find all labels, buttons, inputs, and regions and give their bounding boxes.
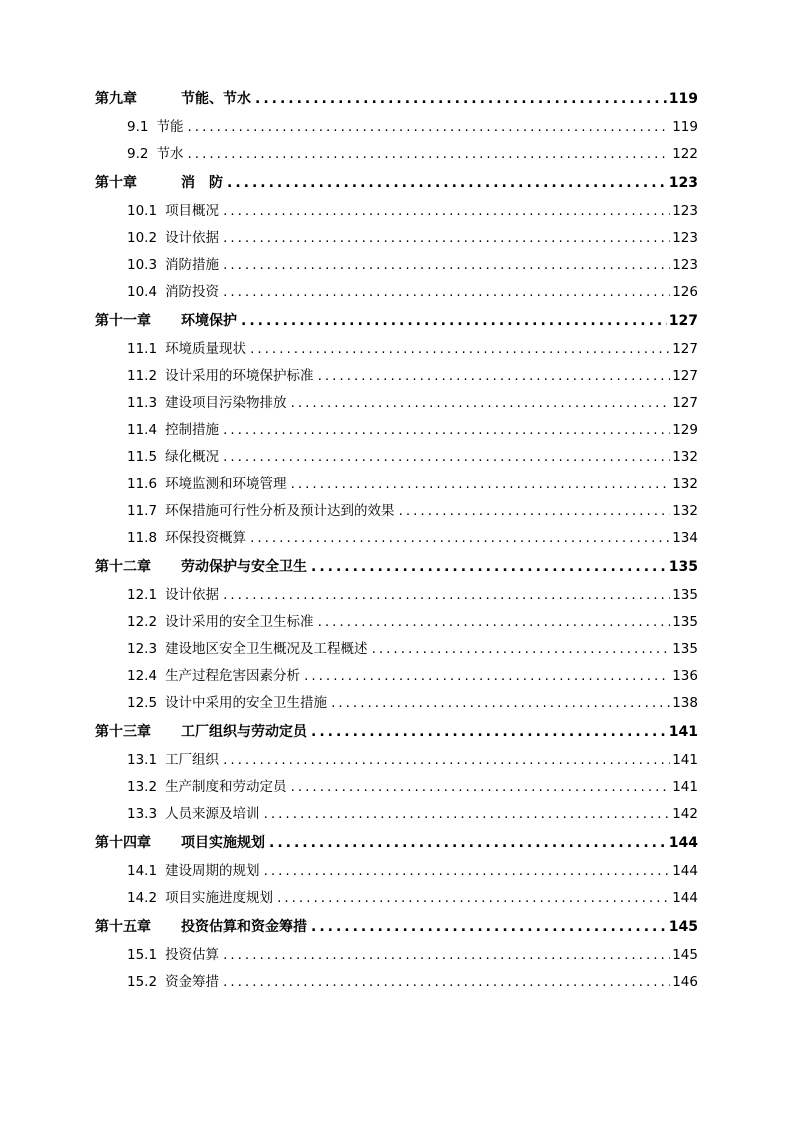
toc-dot-leader (223, 198, 670, 225)
toc-entry-title: 劳动保护与安全卫生 (181, 559, 307, 575)
toc-page-number: 127 (672, 341, 698, 357)
toc-section-entry[interactable] (95, 252, 698, 279)
toc-entry-number: 第十一章 (95, 313, 151, 329)
toc-section-entry[interactable] (95, 885, 698, 912)
toc-page-number: 141 (672, 779, 698, 795)
toc-dot-leader (250, 525, 670, 552)
toc-entry-number: 10.3 (127, 257, 158, 273)
toc-section-entry[interactable] (95, 363, 698, 390)
toc-section-entry[interactable] (95, 444, 698, 471)
toc-entry-title: 设计采用的环境保护标准 (165, 368, 314, 384)
toc-entry-number: 13.2 (127, 779, 158, 795)
toc-section-entry[interactable] (95, 471, 698, 498)
toc-dot-leader (223, 279, 670, 306)
toc-entry-title: 资金筹措 (165, 974, 220, 990)
toc-entry-title: 环保投资概算 (165, 530, 247, 546)
toc-dot-leader (223, 942, 670, 969)
toc-chapter-entry[interactable] (95, 552, 698, 582)
toc-section-entry[interactable] (95, 525, 698, 552)
toc-section-entry[interactable] (95, 141, 698, 168)
toc-entry-number: 13.3 (127, 806, 158, 822)
toc-page-number: 142 (672, 806, 698, 822)
toc-page-number: 145 (672, 947, 698, 963)
toc-dot-leader (223, 417, 670, 444)
toc-entry-number: 11.6 (127, 476, 158, 492)
toc-entry-title: 工厂组织与劳动定员 (181, 724, 307, 740)
toc-chapter-entry[interactable] (95, 84, 698, 114)
toc-entry-title: 设计依据 (165, 230, 220, 246)
toc-entry-title: 投资估算 (165, 947, 220, 963)
toc-page-number: 138 (672, 695, 698, 711)
toc-page-number: 129 (672, 422, 698, 438)
toc-chapter-entry[interactable] (95, 828, 698, 858)
toc-section-entry[interactable] (95, 636, 698, 663)
toc-entry-number: 第十五章 (95, 919, 151, 935)
toc-page-number: 144 (668, 835, 698, 851)
toc-entry-number: 13.1 (127, 752, 158, 768)
toc-entry-title: 环保措施可行性分析及预计达到的效果 (165, 503, 395, 519)
toc-entry-title: 设计依据 (165, 587, 220, 603)
toc-entry-title: 生产过程危害因素分析 (165, 668, 301, 684)
toc-page-number: 144 (672, 863, 698, 879)
toc-entry-number: 11.1 (127, 341, 158, 357)
toc-entry-number: 第十三章 (95, 724, 151, 740)
toc-dot-leader (264, 801, 671, 828)
toc-page-number: 144 (672, 890, 698, 906)
toc-dot-leader (318, 609, 671, 636)
toc-page-number: 132 (672, 503, 698, 519)
toc-page-number: 127 (672, 368, 698, 384)
toc-entry-title: 项目实施规划 (181, 835, 265, 851)
toc-page-number: 141 (672, 752, 698, 768)
toc-entry-title: 建设项目污染物排放 (165, 395, 287, 411)
toc-page-number: 134 (672, 530, 698, 546)
toc-dot-leader (291, 390, 671, 417)
toc-dot-leader (399, 498, 671, 525)
toc-dot-leader (223, 969, 670, 996)
toc-entry-number: 10.1 (127, 203, 158, 219)
toc-entry-title: 建设周期的规划 (165, 863, 260, 879)
toc-chapter-entry[interactable] (95, 717, 698, 747)
toc-section-entry[interactable] (95, 858, 698, 885)
toc-section-entry[interactable] (95, 663, 698, 690)
toc-dot-leader (331, 690, 670, 717)
toc-entry-number: 9.2 (127, 146, 149, 162)
toc-entry-title: 绿化概况 (165, 449, 220, 465)
toc-entry-title: 环境保护 (181, 313, 237, 329)
toc-page-number: 126 (672, 284, 698, 300)
toc-dot-leader (311, 717, 667, 747)
toc-entry-number: 12.1 (127, 587, 158, 603)
toc-section-entry[interactable] (95, 690, 698, 717)
toc-entry-title: 项目概况 (165, 203, 220, 219)
toc-entry-number: 14.1 (127, 863, 158, 879)
toc-entry-number: 11.7 (127, 503, 158, 519)
toc-page-number: 127 (668, 313, 698, 329)
toc-section-entry[interactable] (95, 336, 698, 363)
toc-entry-title: 项目实施进度规划 (165, 890, 274, 906)
toc-dot-leader (223, 582, 670, 609)
toc-entry-title: 设计采用的安全卫生标准 (165, 614, 314, 630)
toc-page-number: 132 (672, 476, 698, 492)
toc-dot-leader (227, 168, 667, 198)
toc-section-entry[interactable] (95, 942, 698, 969)
toc-entry-number: 第十四章 (95, 835, 151, 851)
toc-section-entry[interactable] (95, 801, 698, 828)
toc-section-entry[interactable] (95, 969, 698, 996)
toc-page-number: 123 (668, 175, 698, 191)
toc-entry-number: 14.2 (127, 890, 158, 906)
toc-section-entry[interactable] (95, 774, 698, 801)
toc-dot-leader (187, 141, 670, 168)
toc-page-number: 119 (672, 119, 698, 135)
toc-entry-number: 第十章 (95, 175, 137, 191)
toc-page-number: 141 (668, 724, 698, 740)
toc-entry-number: 11.2 (127, 368, 158, 384)
toc-section-entry[interactable] (95, 498, 698, 525)
toc-dot-leader (264, 858, 671, 885)
toc-page-number: 119 (668, 91, 698, 107)
toc-section-entry[interactable] (95, 417, 698, 444)
toc-dot-leader (269, 828, 667, 858)
toc-entry-number: 15.2 (127, 974, 158, 990)
toc-dot-leader (277, 885, 670, 912)
toc-entry-title: 消 防 (181, 175, 223, 191)
toc-entry-number: 第九章 (95, 91, 137, 107)
toc-entry-title: 生产制度和劳动定员 (165, 779, 287, 795)
toc-entry-title: 环境质量现状 (165, 341, 247, 357)
toc-page-number: 122 (672, 146, 698, 162)
toc-entry-title: 控制措施 (165, 422, 220, 438)
toc-entry-number: 10.4 (127, 284, 158, 300)
toc-page-number: 132 (672, 449, 698, 465)
toc-dot-leader (318, 363, 671, 390)
toc-entry-number: 11.5 (127, 449, 158, 465)
toc-section-entry[interactable] (95, 114, 698, 141)
toc-entry-title: 消防投资 (165, 284, 220, 300)
toc-page-number: 123 (672, 230, 698, 246)
toc-dot-leader (223, 444, 670, 471)
toc-section-entry[interactable] (95, 390, 698, 417)
toc-dot-leader (311, 912, 667, 942)
toc-entry-title: 节能 (156, 119, 184, 135)
toc-page-number: 146 (672, 974, 698, 990)
toc-entry-title: 建设地区安全卫生概况及工程概述 (165, 641, 368, 657)
toc-dot-leader (187, 114, 670, 141)
toc-section-entry[interactable] (95, 198, 698, 225)
toc-section-entry[interactable] (95, 582, 698, 609)
toc-dot-leader (250, 336, 670, 363)
toc-page-number: 135 (672, 587, 698, 603)
toc-page-number: 136 (672, 668, 698, 684)
toc-entry-number: 15.1 (127, 947, 158, 963)
toc-entry-title: 投资估算和资金筹措 (181, 919, 307, 935)
toc-entry-number: 12.4 (127, 668, 158, 684)
toc-entry-title: 设计中采用的安全卫生措施 (165, 695, 328, 711)
toc-dot-leader (291, 471, 671, 498)
toc-page-number: 123 (672, 257, 698, 273)
toc-page-number: 135 (672, 641, 698, 657)
toc-dot-leader (291, 774, 671, 801)
toc-section-entry[interactable] (95, 609, 698, 636)
toc-entry-number: 第十二章 (95, 559, 151, 575)
toc-dot-leader (372, 636, 671, 663)
toc-entry-number: 12.5 (127, 695, 158, 711)
toc-entry-title: 人员来源及培训 (165, 806, 260, 822)
toc-dot-leader (311, 552, 667, 582)
toc-entry-title: 环境监测和环境管理 (165, 476, 287, 492)
toc-section-entry[interactable] (95, 747, 698, 774)
toc-entry-number: 11.8 (127, 530, 158, 546)
table-of-contents (95, 84, 698, 996)
toc-page-number: 127 (672, 395, 698, 411)
toc-entry-number: 11.3 (127, 395, 158, 411)
toc-entry-number: 9.1 (127, 119, 149, 135)
toc-entry-title: 消防措施 (165, 257, 220, 273)
toc-page-number: 135 (668, 559, 698, 575)
toc-entry-number: 11.4 (127, 422, 158, 438)
toc-entry-title: 工厂组织 (165, 752, 220, 768)
toc-dot-leader (255, 84, 667, 114)
toc-section-entry[interactable] (95, 279, 698, 306)
toc-chapter-entry[interactable] (95, 912, 698, 942)
toc-entry-number: 10.2 (127, 230, 158, 246)
toc-page-number: 135 (672, 614, 698, 630)
toc-entry-number: 12.2 (127, 614, 158, 630)
toc-dot-leader (304, 663, 670, 690)
toc-chapter-entry[interactable] (95, 168, 698, 198)
toc-dot-leader (223, 252, 670, 279)
toc-chapter-entry[interactable] (95, 306, 698, 336)
toc-entry-title: 节能、节水 (181, 91, 251, 107)
toc-entry-title: 节水 (156, 146, 184, 162)
toc-section-entry[interactable] (95, 225, 698, 252)
toc-entry-number: 12.3 (127, 641, 158, 657)
toc-dot-leader (223, 747, 670, 774)
toc-page-number: 145 (668, 919, 698, 935)
toc-dot-leader (241, 306, 667, 336)
toc-dot-leader (223, 225, 670, 252)
toc-page-number: 123 (672, 203, 698, 219)
